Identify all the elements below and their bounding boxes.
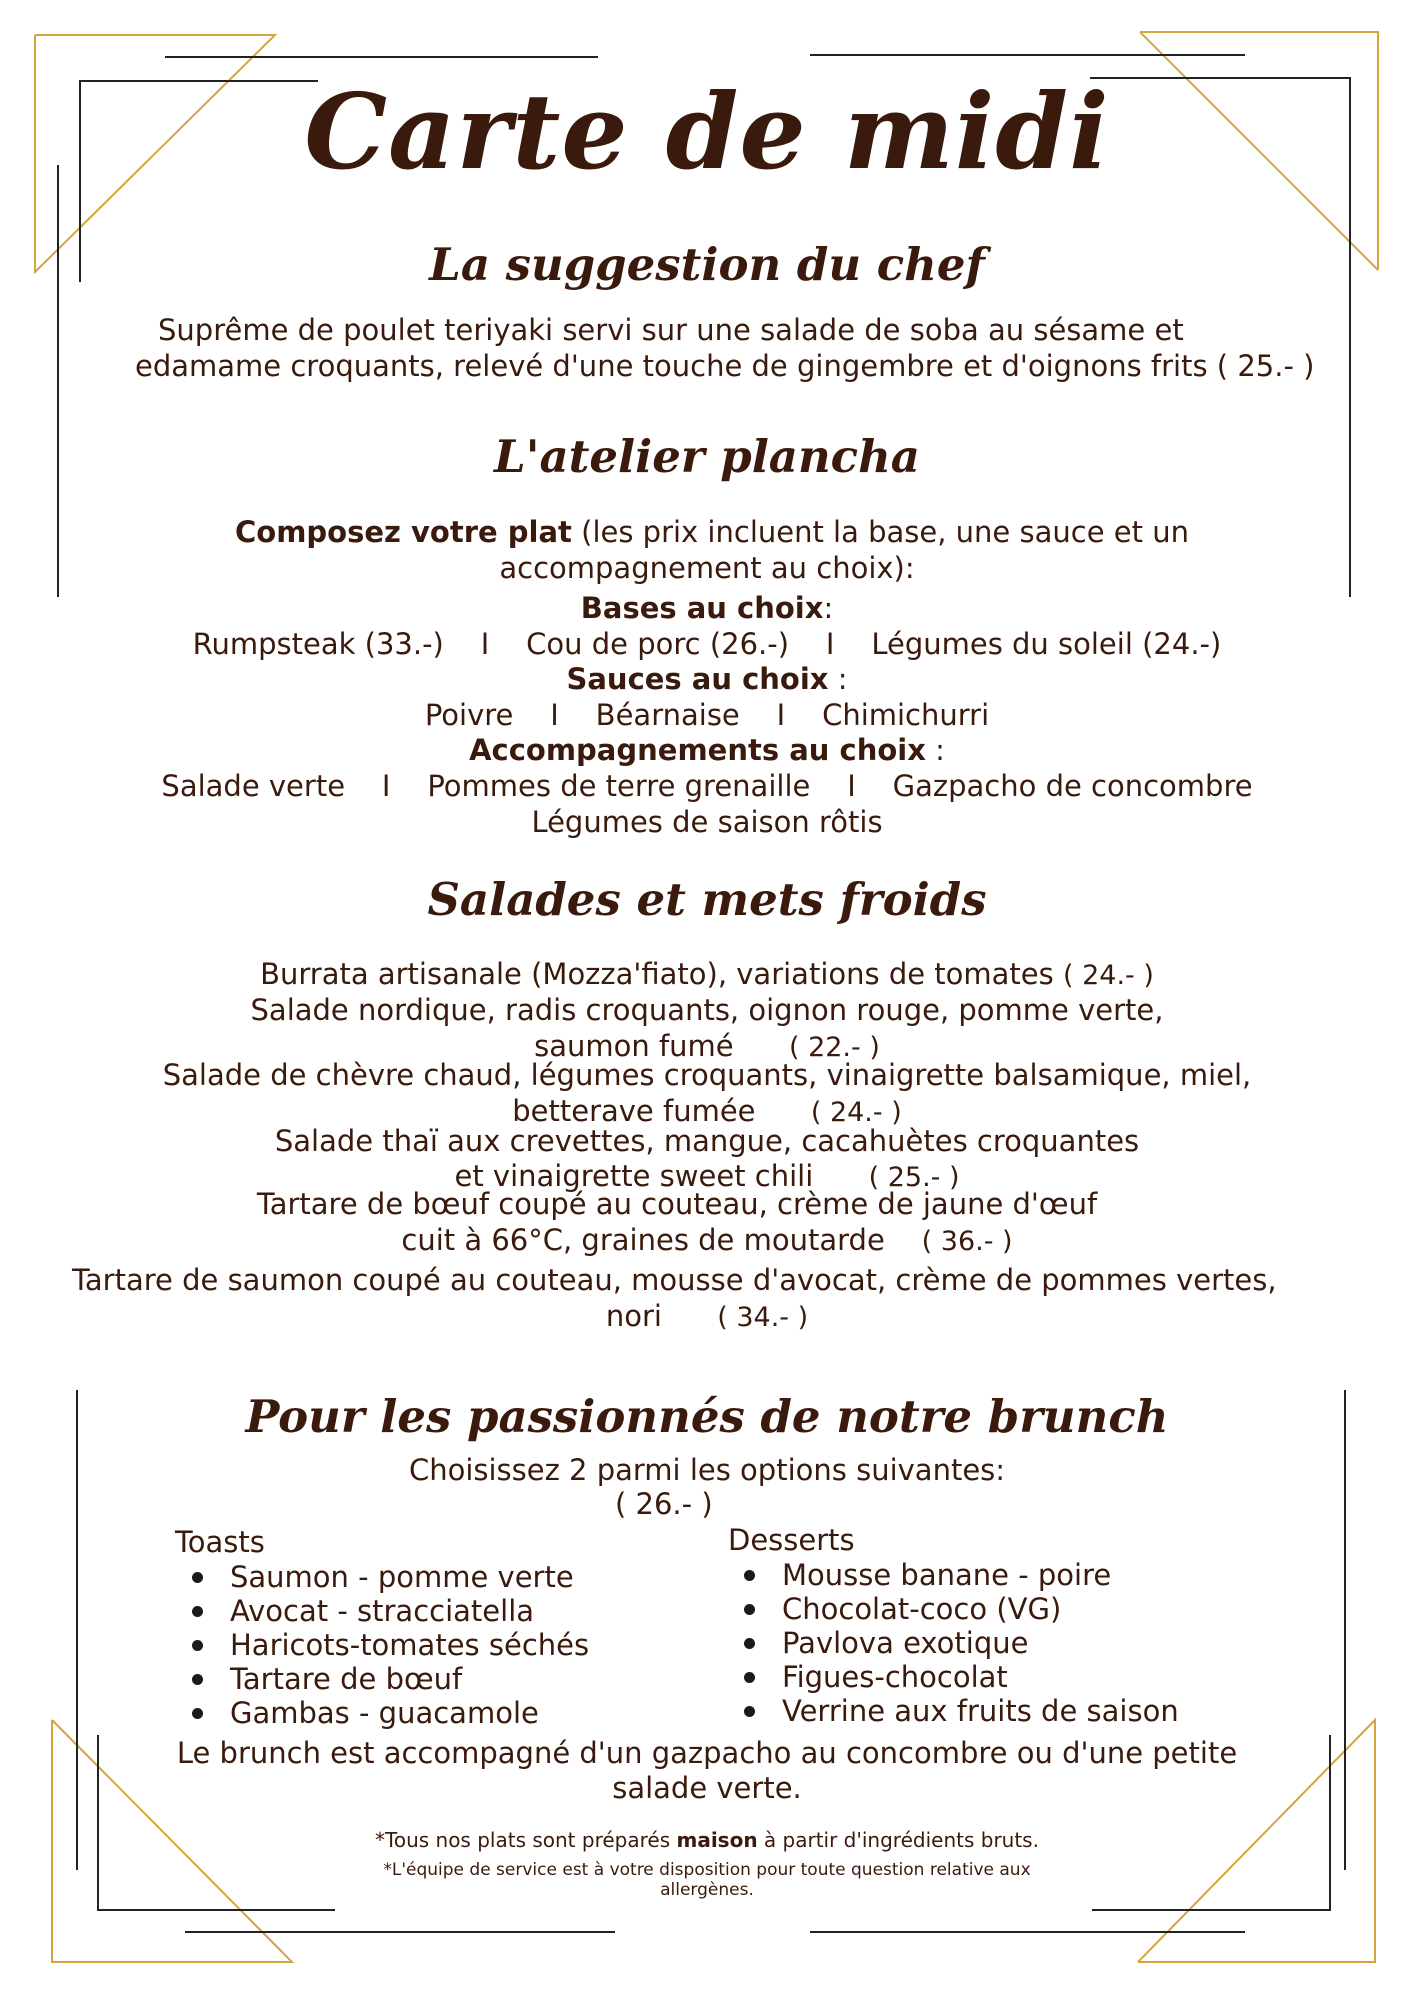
salad-item-4-line1: Salade thaï aux crevettes, mangue, cacahuètes croquantes	[274, 1124, 1140, 1158]
sauces-list: Poivre I Béarnaise I Chimichurri	[424, 698, 990, 732]
salad-item-price: ( 24.- )	[1062, 960, 1154, 991]
salad-item-text: saumon fumé	[534, 1029, 734, 1063]
salades-heading: Salades et mets froids	[427, 873, 987, 926]
dessert-item: Figues-chocolat	[732, 1660, 1179, 1694]
salad-item-2-line1: Salade nordique, radis croquants, oignon rouge, pomme verte,	[250, 993, 1164, 1027]
salad-item-text: nori	[605, 1299, 662, 1333]
brunch-price: ( 26.- )	[615, 1487, 713, 1521]
toast-item: Tartare de bœuf	[180, 1662, 589, 1696]
salad-item-text: et vinaigrette sweet chili	[454, 1159, 814, 1193]
toasts-list	[180, 1560, 589, 1730]
salad-item-3-line1: Salade de chèvre chaud, légumes croquants, vinaigrette balsamique, miel,	[162, 1058, 1252, 1092]
brunch-note-line1: Le brunch est accompagné d'un gazpacho au concombre ou d'une petite	[176, 1736, 1238, 1770]
dessert-item: Chocolat-coco (VG)	[732, 1592, 1179, 1626]
chef-suggestion-line1: Suprême de poulet teriyaki servi sur une salade de soba au sésame et	[158, 313, 1184, 347]
sauces-label: Sauces au choix	[566, 662, 829, 696]
salad-item-text: cuit à 66°C, graines de moutarde	[401, 1223, 885, 1257]
footer-bold: maison	[676, 1828, 758, 1852]
bases-label-row	[0, 590, 1414, 626]
compose-bold-label: Composez votre plat	[235, 515, 572, 549]
salad-item-1	[0, 956, 1414, 994]
sides-label: Accompagnements au choix	[469, 733, 926, 767]
sides-list-line2: Légumes de saison rôtis	[531, 805, 883, 839]
sauces-suffix: :	[828, 662, 848, 696]
salad-item-6-line1: Tartare de saumon coupé au couteau, mousse d'avocat, crème de pommes vertes,	[72, 1263, 1277, 1297]
salad-item-5-line1: Tartare de bœuf coupé au couteau, crème de jaune d'œuf	[256, 1187, 1098, 1221]
toasts-title: Toasts	[175, 1525, 265, 1559]
page-title: Carte de midi	[304, 70, 1110, 193]
sauces-label-row	[0, 661, 1414, 697]
dessert-item: Mousse banane - poire	[732, 1558, 1179, 1592]
footer-text: *Tous nos plats sont préparés	[375, 1828, 677, 1852]
salad-item-price: ( 34.- )	[717, 1302, 809, 1333]
chef-suggestion-heading: La suggestion du chef	[429, 238, 985, 291]
salad-item-text: betterave fumée	[512, 1094, 756, 1128]
bases-list: Rumpsteak (33.-) I Cou de porc (26.-) I Légumes du soleil (24.-)	[192, 627, 1222, 661]
dessert-item: Pavlova exotique	[732, 1626, 1179, 1660]
footer-allergen-line1: *L'équipe de service est à votre disposition pour toute question relative aux	[383, 1860, 1031, 1880]
salad-item-5-line2	[0, 1222, 1414, 1260]
toast-item: Avocat - stracciatella	[180, 1594, 589, 1628]
desserts-list	[732, 1558, 1179, 1728]
salad-item-price: ( 25.- )	[868, 1162, 960, 1193]
sides-list-line1: Salade verte I Pommes de terre grenaille I Gazpacho de concombre	[161, 769, 1253, 803]
plancha-heading: L'atelier plancha	[494, 430, 920, 483]
salad-item-price: ( 22.- )	[788, 1032, 880, 1063]
salad-item-price: ( 24.- )	[810, 1097, 902, 1128]
brunch-intro: Choisissez 2 parmi les options suivantes:	[408, 1453, 1006, 1487]
footer-text: à partir d'ingrédients bruts.	[757, 1828, 1039, 1852]
footer-allergen-line2: allergènes.	[660, 1880, 754, 1900]
footer-note-maison	[0, 1828, 1414, 1852]
toast-item: Haricots-tomates séchés	[180, 1628, 589, 1662]
salad-item-price: ( 36.- )	[921, 1226, 1013, 1257]
dessert-item: Verrine aux fruits de saison	[732, 1694, 1179, 1728]
plancha-compose-line2: accompagnement au choix):	[499, 551, 915, 585]
plancha-compose-line1	[235, 514, 1189, 550]
salad-item-6-line2	[0, 1298, 1414, 1336]
bases-label: Bases au choix	[580, 591, 824, 625]
brunch-note-line2: salade verte.	[612, 1771, 802, 1805]
sides-label-row	[0, 732, 1414, 768]
toast-item: Gambas - guacamole	[180, 1696, 589, 1730]
desserts-title: Desserts	[728, 1523, 855, 1557]
compose-text: (les prix incluent la base, une sauce et un	[571, 515, 1189, 549]
toast-item: Saumon - pomme verte	[180, 1560, 589, 1594]
bases-suffix: :	[823, 591, 834, 625]
chef-suggestion-line2: edamame croquants, relevé d'une touche de gingembre et d'oignons frits ( 25.- )	[135, 349, 1315, 383]
salad-item-text: Burrata artisanale (Mozza'fiato), variations de tomates	[260, 957, 1054, 991]
sides-suffix: :	[925, 733, 945, 767]
brunch-heading: Pour les passionnés de notre brunch	[245, 1390, 1169, 1443]
